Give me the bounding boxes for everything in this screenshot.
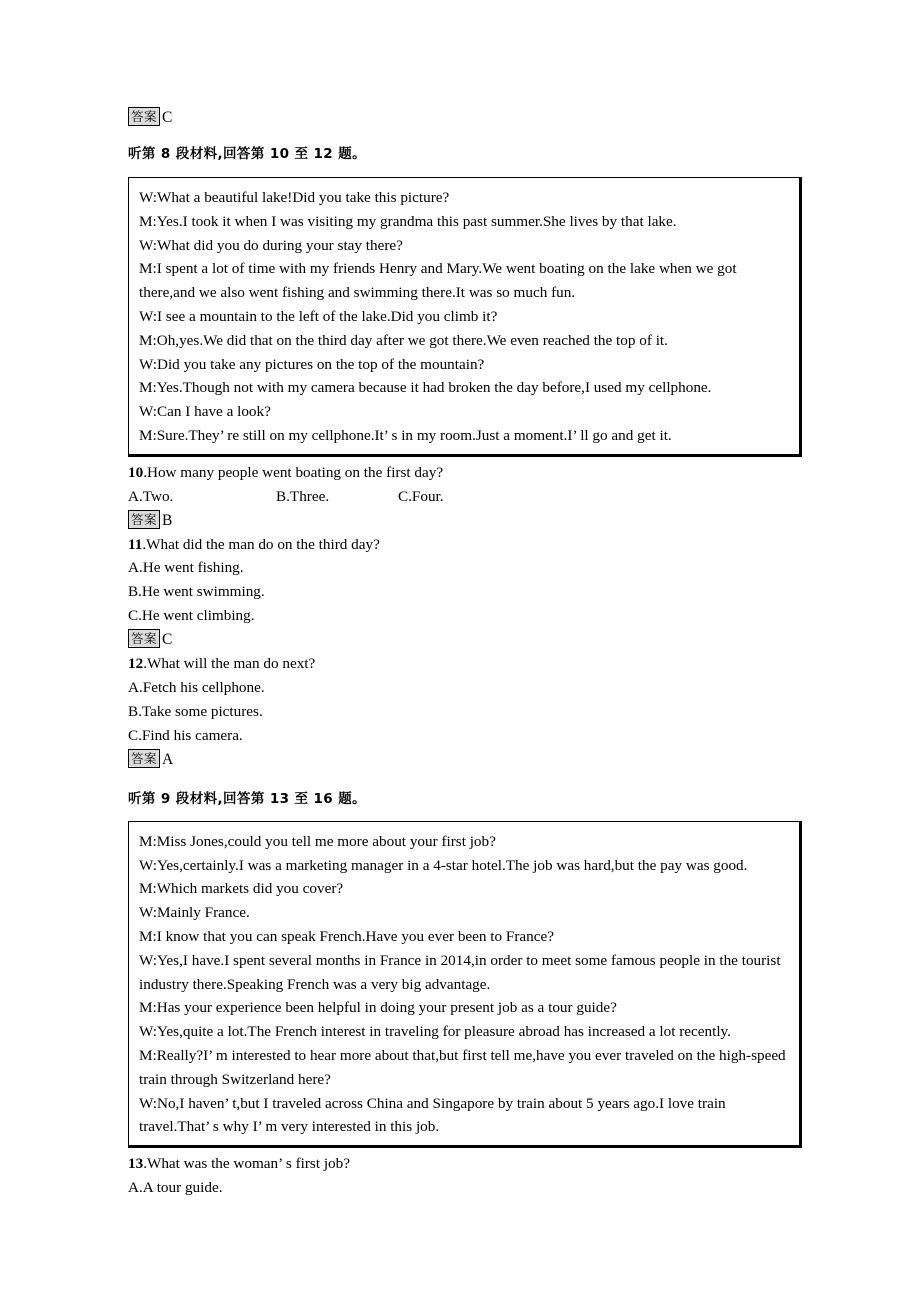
question-10-options	[128, 485, 802, 509]
dialogue-line: W:What did you do during your stay there?	[139, 236, 403, 254]
question-10	[128, 461, 802, 485]
option-c[interactable]: C.Find his camera.	[128, 726, 243, 744]
question-12	[128, 652, 802, 676]
question-number: 12	[128, 655, 144, 673]
dialogue-line: M:Has your experience been helpful in doing your present job as a tour guide?	[139, 999, 617, 1017]
answer-value: B	[162, 511, 173, 529]
question-text: .What will the man do next?	[143, 655, 316, 673]
dialogue-line: W:Mainly France.	[139, 904, 250, 922]
dialogue-line: M:Miss Jones,could you tell me more about your first job?	[139, 832, 496, 850]
answer-value: C	[162, 109, 173, 126]
answer-value: C	[162, 631, 173, 649]
answer-label-tag: 答案	[128, 749, 160, 768]
question-11	[128, 533, 802, 557]
dialogue-box-8	[128, 177, 802, 457]
dialogue-line: W:What a beautiful lake!Did you take this picture?	[139, 189, 450, 206]
dialogue-line: W:Yes,quite a lot.The French interest in traveling for pleasure abroad has increased a lot recently.	[139, 1023, 731, 1041]
dialogue-line: W:I see a mountain to the left of the lake.Did you climb it?	[139, 307, 498, 325]
dialogue-line: W:No,I haven’ t,but I traveled across China and Singapore by train about 5 years ago.I love train travel.That’ s why I’ m very interested in this job.	[139, 1094, 726, 1136]
option-a[interactable]: A.A tour guide.	[128, 1179, 223, 1197]
option-a[interactable]: A.Fetch his cellphone.	[128, 679, 265, 697]
dialogue-line: M:Oh,yes.We did that on the third day after we got there.We even reached the top of it.	[139, 331, 668, 349]
dialogue-line: W:Did you take any pictures on the top of the mountain?	[139, 355, 485, 373]
option-c[interactable]: C.Four.	[398, 487, 444, 505]
answer-label-tag: 答案	[128, 510, 160, 529]
dialogue-line: M:I spent a lot of time with my friends Henry and Mary.We went boating on the lake when we got there,and we also went fishing and swimming there.It was so much fun.	[139, 260, 737, 302]
option-b[interactable]: B.Take some pictures.	[128, 703, 263, 721]
option-c[interactable]: C.He went climbing.	[128, 607, 255, 625]
question-number: 11	[128, 535, 143, 553]
answer-label-tag: 答案	[128, 629, 160, 648]
dialogue-line: M:I know that you can speak French.Have you ever been to France?	[139, 928, 554, 946]
section-heading-8: 听第 8 段材料,回答第 10 至 12 题。	[128, 146, 366, 162]
dialogue-line: M:Yes.Though not with my camera because it had broken the day before,I used my cellphone.	[139, 379, 712, 397]
dialogue-line: W:Can I have a look?	[139, 403, 271, 421]
dialogue-line: W:Yes,I have.I spent several months in France in 2014,in order to meet some famous people in the tourist industry there.Speaking French was a very big advantage.	[139, 951, 781, 993]
answer-line-top	[128, 106, 802, 130]
question-number: 10	[128, 463, 144, 481]
dialogue-line: M:Really?I’ m interested to hear more about that,but first tell me,have you ever traveled on the high-speed train through Switzerland here?	[139, 1047, 786, 1088]
dialogue-line: M:Which markets did you cover?	[139, 880, 344, 898]
option-a[interactable]: A.Two.	[128, 487, 174, 505]
question-text: .What did the man do on the third day?	[142, 535, 380, 553]
question-number: 13	[128, 1155, 144, 1173]
answer-value: A	[162, 750, 174, 768]
answer-line-11	[128, 628, 802, 652]
answer-line-12	[128, 748, 802, 772]
dialogue-line: M:Yes.I took it when I was visiting my grandma this past summer.She lives by that lake.	[139, 212, 677, 230]
option-b[interactable]: B.Three.	[276, 487, 330, 505]
question-text: .How many people went boating on the first day?	[143, 463, 444, 481]
dialogue-line: W:Yes,certainly.I was a marketing manager in a 4-star hotel.The job was hard,but the pay was good.	[139, 856, 748, 874]
answer-line-10	[128, 509, 802, 533]
question-13	[128, 1152, 802, 1176]
option-b[interactable]: B.He went swimming.	[128, 583, 265, 601]
section-heading-9: 听第 9 段材料,回答第 13 至 16 题。	[128, 790, 366, 807]
dialogue-line: M:Sure.They’ re still on my cellphone.It’ s in my room.Just a moment.I’ ll go and get it.	[139, 426, 672, 444]
dialogue-box-9	[128, 821, 802, 1148]
question-text: .What was the woman’ s first job?	[143, 1155, 350, 1173]
option-a[interactable]: A.He went fishing.	[128, 559, 244, 577]
answer-label-tag: 答案	[128, 107, 160, 126]
